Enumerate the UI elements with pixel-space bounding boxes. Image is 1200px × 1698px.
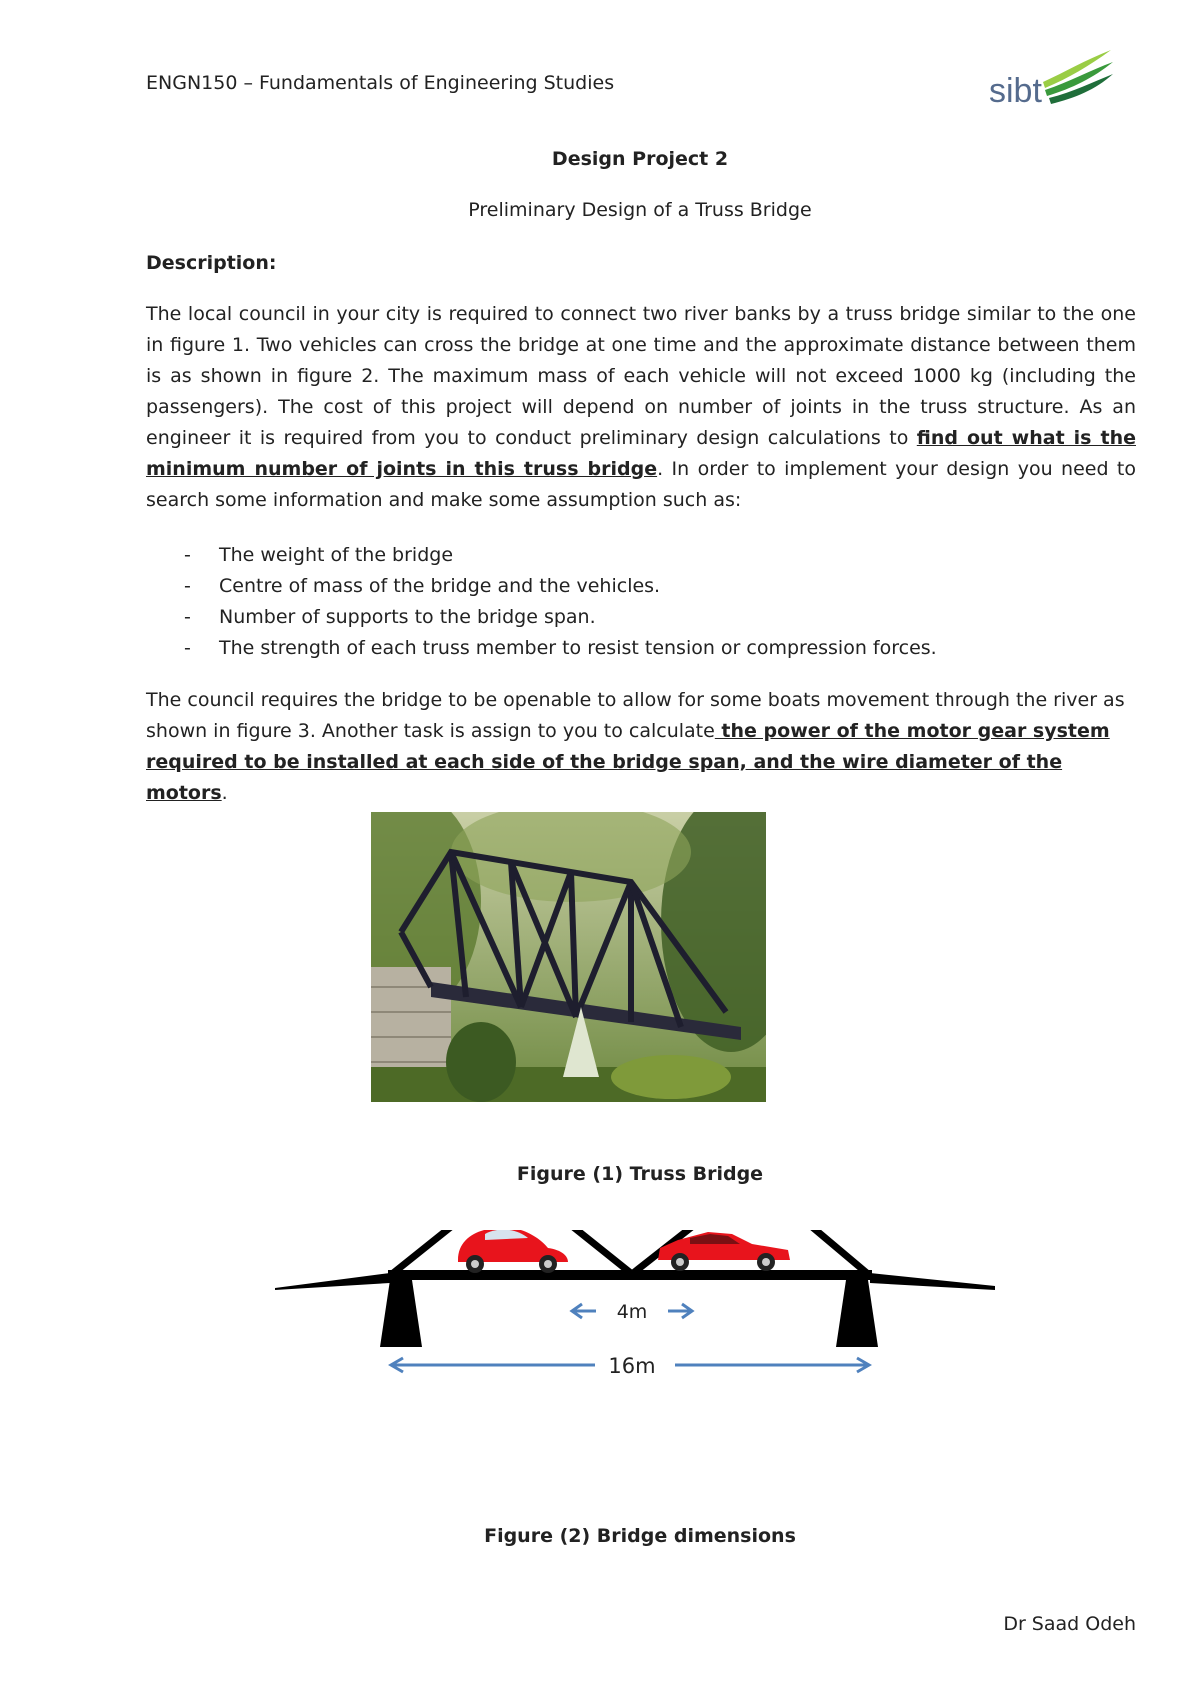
right-support (836, 1280, 878, 1347)
paragraph2-text: The council requires the bridge to be openable to allow for some boats movement through the river as shown in figure 3. Another task is assign to you to calculate (146, 689, 1125, 742)
list-item: - Number of supports to the bridge span. (146, 602, 937, 633)
logo-text: sibt (989, 72, 1042, 110)
list-item: - The weight of the bridge (146, 540, 937, 571)
paragraph2-text-end: . (221, 782, 228, 804)
page-subtitle: Preliminary Design of a Truss Bridge (468, 199, 812, 221)
paragraph1-text: The local council in your city is required to connect two river banks by a truss bridge similar to the one in figure 1. Two vehicles can cross the bridge at one time and the approximate distance between them is as shown in figure 2. The maximum mass of each vehicle will not exceed 1000 kg (including the passengers). The cost of this project will depend on number of joints in the truss structure. As an engineer it is required from you to conduct preliminary design calculations to (146, 303, 1136, 449)
description-heading: Description: (146, 252, 277, 274)
figure2-caption: Figure (2) Bridge dimensions (484, 1525, 796, 1547)
course-header: ENGN150 – Fundamentals of Engineering Studies (146, 72, 615, 94)
page-title: Design Project 2 (551, 148, 729, 170)
openable-paragraph (146, 685, 1136, 809)
left-support (380, 1280, 422, 1347)
footer-author: Dr Saad Odeh (1003, 1613, 1136, 1635)
paragraph1-text-end: . In order to implement your design you need to search some information and make some assumption such as: (146, 458, 1136, 511)
sibt-logo (985, 42, 1115, 112)
figure1-caption: Figure (1) Truss Bridge (516, 1163, 764, 1185)
car-icon (458, 1230, 568, 1273)
paragraph1-emphasis: find out what is the minimum number of joints in this truss bridge (146, 427, 1136, 480)
bullet-dash: - (184, 606, 191, 628)
vehicle-gap-label: 4m (616, 1301, 648, 1323)
assumption-list (146, 540, 937, 664)
list-item: - Centre of mass of the bridge and the vehicles. (146, 571, 937, 602)
right-approach (870, 1273, 995, 1290)
left-approach (275, 1273, 390, 1290)
list-item: - The strength of each truss member to resist tension or compression forces. (146, 633, 937, 664)
bridge-dimensions-diagram (270, 1230, 1010, 1480)
bullet-dash: - (184, 544, 191, 566)
description-paragraph (146, 299, 1136, 516)
paragraph2-emphasis: the power of the motor gear system required to be installed at each side of the bridge span, and the wire diameter of the motors (146, 720, 1110, 804)
bullet-dash: - (184, 575, 191, 597)
truss-bridge-photo (371, 812, 766, 1102)
bullet-dash: - (184, 637, 191, 659)
span-label: 16m (608, 1354, 656, 1378)
